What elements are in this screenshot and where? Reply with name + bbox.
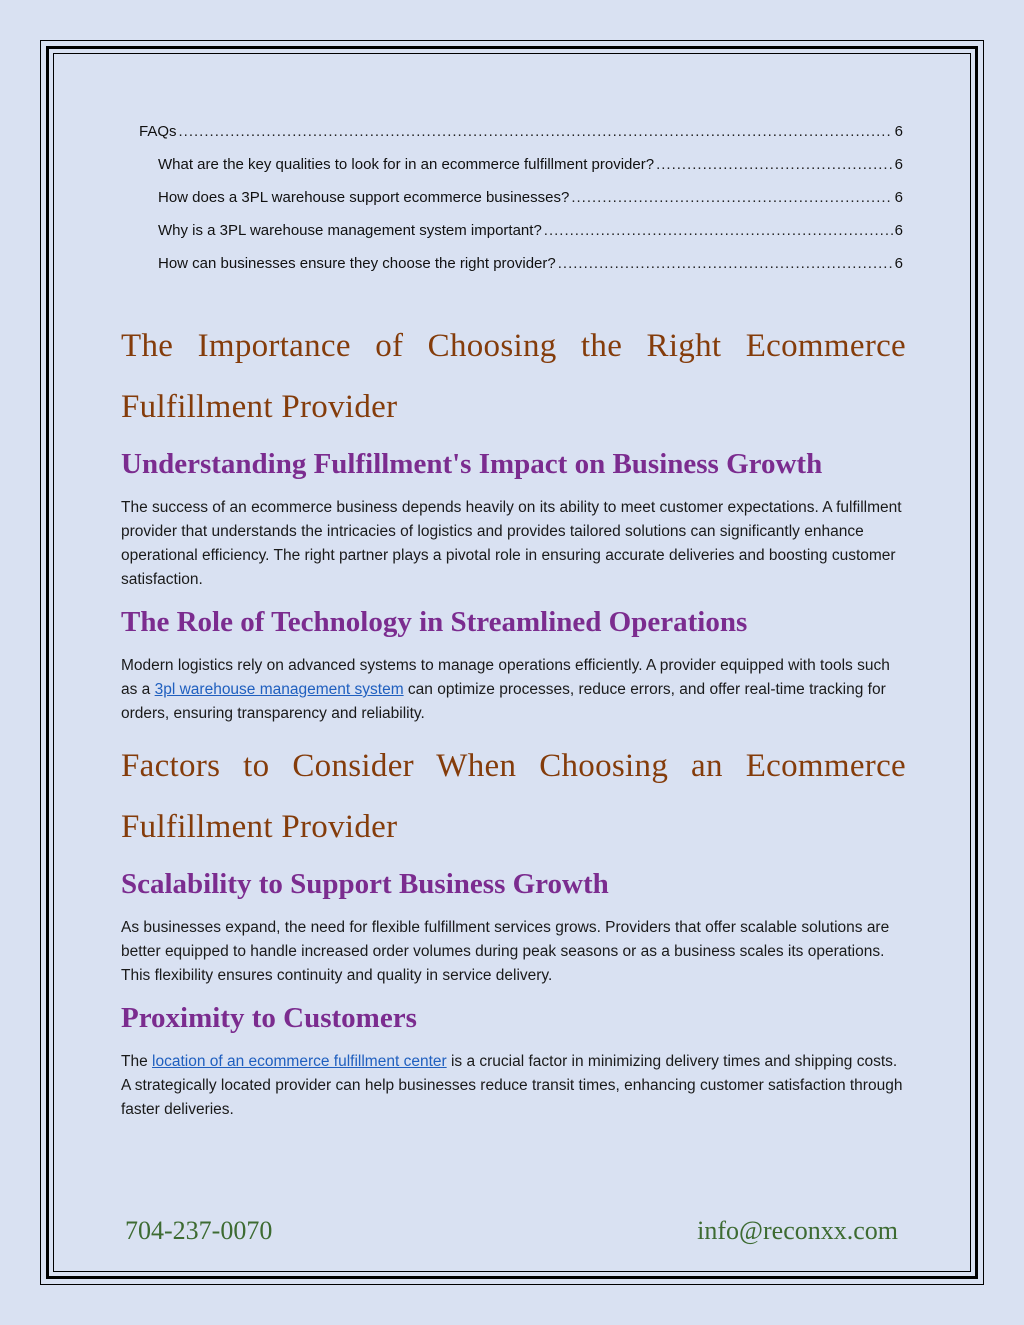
toc-entry-page: 6 xyxy=(894,255,903,272)
footer-email: info@reconxx.com xyxy=(697,1216,898,1245)
document-body xyxy=(121,316,906,1132)
toc-leader-dots xyxy=(558,253,893,275)
toc-entry-page: 6 xyxy=(894,123,903,140)
subheading-proximity: Proximity to Customers xyxy=(121,1002,417,1034)
toc-leader-dots xyxy=(656,154,893,176)
toc-entry-faqs[interactable] xyxy=(139,121,903,154)
paragraph-scalability: As businesses expand, the need for flexible fulfillment services grows. Providers that offer scalable solutions are better equipped to handle increased order volumes during peak seasons or as a business scales its operations. This flexibility ensures continuity and quality in service delivery. xyxy=(121,919,890,984)
paragraph-text: is a crucial factor in minimizing delivery times and shipping costs. A strategically located provider can help businesses reduce transit times, enhancing customer satisfaction through faster deliveries. xyxy=(121,1053,903,1118)
toc-entry-right-provider[interactable] xyxy=(139,253,903,286)
toc-leader-dots xyxy=(544,220,893,242)
toc-entry-page: 6 xyxy=(894,222,903,239)
table-of-contents xyxy=(139,121,903,286)
toc-entry-label: FAQs xyxy=(139,123,177,140)
toc-entry-label: What are the key qualities to look for in an ecommerce fulfillment provider? xyxy=(158,156,655,173)
subheading-technology-role: The Role of Technology in Streamlined Operations xyxy=(121,606,748,638)
toc-entry-page: 6 xyxy=(894,156,903,173)
toc-entry-3pl-support[interactable] xyxy=(139,187,903,220)
paragraph-technology-role xyxy=(121,654,906,726)
section-heading-importance: The Importance of Choosing the Right Ecommerce Fulfillment Provider xyxy=(121,328,906,425)
toc-entry-page: 6 xyxy=(894,189,903,206)
toc-entry-label: Why is a 3PL warehouse management system important? xyxy=(158,222,542,239)
subheading-fulfillment-impact: Understanding Fulfillment's Impact on Business Growth xyxy=(121,448,823,480)
paragraph-text: Modern logistics rely on advanced systems to manage operations efficiently. A provider equipped with tools such as a xyxy=(121,657,890,698)
toc-leader-dots xyxy=(571,187,892,209)
link-fulfillment-center-location[interactable]: location of an ecommerce fulfillment center xyxy=(152,1053,447,1070)
toc-entry-label: How does a 3PL warehouse support ecommerce businesses? xyxy=(158,189,570,206)
paragraph-text: The xyxy=(121,1053,153,1070)
paragraph-text: can optimize processes, reduce errors, and offer real-time tracking for orders, ensuring transparency and reliability. xyxy=(121,681,886,722)
footer-phone: 704-237-0070 xyxy=(125,1216,273,1245)
toc-entry-key-qualities[interactable] xyxy=(139,154,903,187)
paragraph-proximity xyxy=(121,1050,906,1122)
toc-leader-dots xyxy=(179,121,893,143)
toc-entry-wms-importance[interactable] xyxy=(139,220,903,253)
toc-entry-label: How can businesses ensure they choose the right provider? xyxy=(158,255,556,272)
section-heading-factors: Factors to Consider When Choosing an Ecommerce Fulfillment Provider xyxy=(121,748,906,845)
link-3pl-wms[interactable]: 3pl warehouse management system xyxy=(154,681,404,698)
subheading-scalability: Scalability to Support Business Growth xyxy=(121,868,609,900)
paragraph-fulfillment-impact: The success of an ecommerce business depends heavily on its ability to meet customer expectations. A fulfillment provider that understands the intricacies of logistics and provides tailored solutions can significantly enhance operational efficiency. The right partner plays a pivotal role in ensuring accurate deliveries and boosting customer satisfaction. xyxy=(121,499,902,588)
